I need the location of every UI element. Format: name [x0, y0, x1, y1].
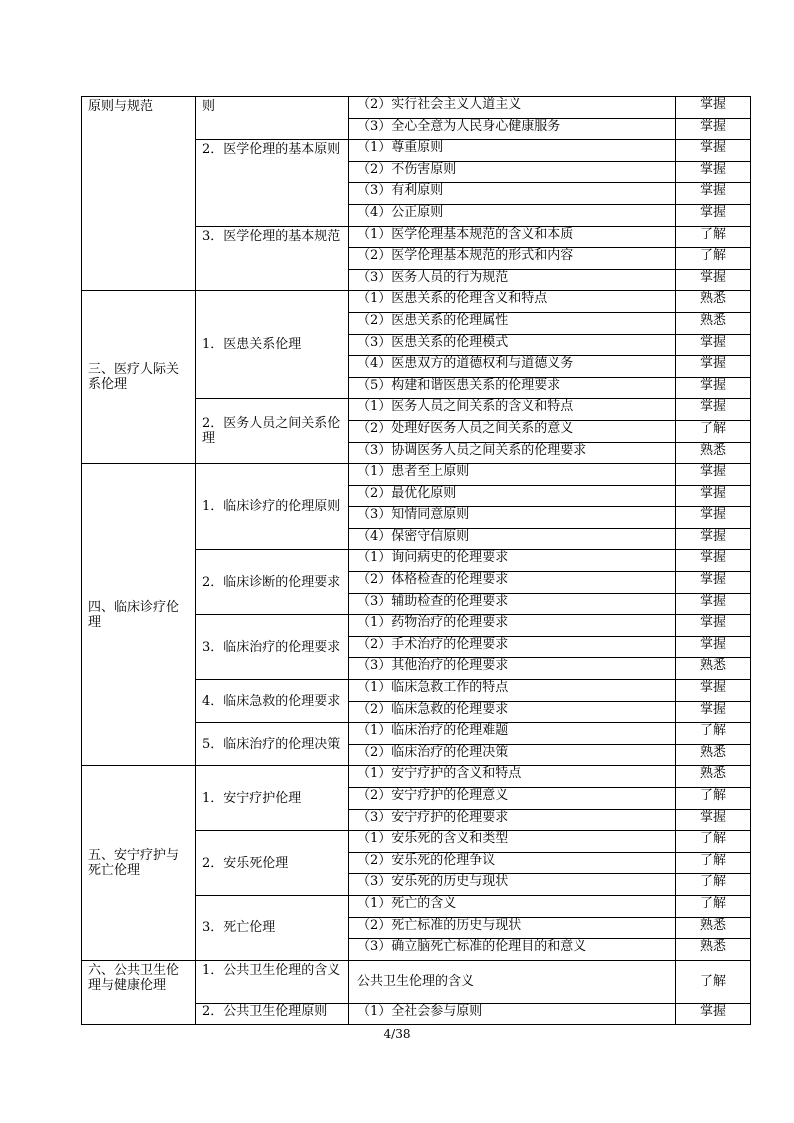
- requirement-cell: 掌握: [676, 680, 751, 702]
- topic-cell: 1．临床诊疗的伦理原则: [196, 464, 349, 550]
- requirement-cell: 掌握: [676, 528, 751, 550]
- item-cell: （3）协调医务人员之间关系的伦理要求: [349, 442, 676, 464]
- requirement-cell: 了解: [676, 960, 751, 1003]
- item-cell: （2）死亡标准的历史与现状: [349, 917, 676, 939]
- item-cell: （3）确立脑死亡标准的伦理目的和意义: [349, 939, 676, 961]
- requirement-cell: 掌握: [676, 572, 751, 594]
- item-cell: （2）医患关系的伦理属性: [349, 312, 676, 334]
- requirement-cell: 掌握: [676, 507, 751, 529]
- topic-cell: 2．安乐死伦理: [196, 831, 349, 896]
- item-cell: （2）最优化原则: [349, 485, 676, 507]
- item-cell: （1）医务人员之间关系的含义和特点: [349, 399, 676, 421]
- item-cell: （1）药物治疗的伦理要求: [349, 615, 676, 637]
- topic-cell: 3．临床治疗的伦理要求: [196, 615, 349, 680]
- requirement-cell: 掌握: [676, 399, 751, 421]
- requirement-cell: 掌握: [676, 204, 751, 226]
- item-cell: （3）辅助检查的伦理要求: [349, 593, 676, 615]
- requirement-cell: 熟悉: [676, 291, 751, 313]
- requirement-cell: 了解: [676, 874, 751, 896]
- requirement-cell: 熟悉: [676, 442, 751, 464]
- topic-cell: 2．医学伦理的基本原则: [196, 140, 349, 226]
- requirement-cell: 掌握: [676, 701, 751, 723]
- item-cell: （5）构建和谐医患关系的伦理要求: [349, 377, 676, 399]
- requirement-cell: 熟悉: [676, 917, 751, 939]
- topic-cell: 5．临床治疗的伦理决策: [196, 723, 349, 766]
- item-cell: （1）医患关系的伦理含义和特点: [349, 291, 676, 313]
- requirement-cell: 掌握: [676, 593, 751, 615]
- item-cell: （2）不伤害原则: [349, 161, 676, 183]
- item-cell: （3）安宁疗护的伦理要求: [349, 809, 676, 831]
- topic-cell: 2．临床诊断的伦理要求: [196, 550, 349, 615]
- table-row: [82, 464, 751, 486]
- requirement-cell: 掌握: [676, 334, 751, 356]
- item-cell: （3）有利原则: [349, 183, 676, 205]
- requirement-cell: 掌握: [676, 377, 751, 399]
- item-cell: 公共卫生伦理的含义: [349, 960, 676, 1003]
- item-cell: （1）死亡的含义: [349, 895, 676, 917]
- item-cell: （2）实行社会主义人道主义: [349, 97, 676, 119]
- item-cell: （1）安乐死的含义和类型: [349, 831, 676, 853]
- unit-cell: 六、公共卫生伦理与健康伦理: [82, 960, 196, 1025]
- item-cell: （4）公正原则: [349, 204, 676, 226]
- unit-cell: 五、安宁疗护与死亡伦理: [82, 766, 196, 960]
- item-cell: （1）尊重原则: [349, 140, 676, 162]
- item-cell: （1）医学伦理基本规范的含义和本质: [349, 226, 676, 248]
- requirement-cell: 了解: [676, 788, 751, 810]
- item-cell: （3）其他治疗的伦理要求: [349, 658, 676, 680]
- requirement-cell: 了解: [676, 831, 751, 853]
- item-cell: （3）安乐死的历史与现状: [349, 874, 676, 896]
- requirement-cell: 掌握: [676, 183, 751, 205]
- item-cell: （3）全心全意为人民身心健康服务: [349, 118, 676, 140]
- syllabus-table: [81, 96, 751, 1025]
- item-cell: （2）处理好医务人员之间关系的意义: [349, 420, 676, 442]
- page-number: 4/38: [383, 1027, 411, 1041]
- requirement-cell: 掌握: [676, 269, 751, 291]
- requirement-cell: 掌握: [676, 615, 751, 637]
- item-cell: （4）保密守信原则: [349, 528, 676, 550]
- requirement-cell: 掌握: [676, 97, 751, 119]
- topic-cell: 2．医务人员之间关系伦理: [196, 399, 349, 464]
- table-row: [82, 97, 751, 119]
- item-cell: （2）医学伦理基本规范的形式和内容: [349, 248, 676, 270]
- requirement-cell: 掌握: [676, 140, 751, 162]
- requirement-cell: 熟悉: [676, 658, 751, 680]
- item-cell: （1）患者至上原则: [349, 464, 676, 486]
- requirement-cell: 掌握: [676, 464, 751, 486]
- topic-cell: 则: [196, 97, 349, 140]
- requirement-cell: 掌握: [676, 809, 751, 831]
- topic-cell: 1．公共卫生伦理的含义: [196, 960, 349, 1003]
- requirement-cell: 了解: [676, 852, 751, 874]
- item-cell: （1）询问病史的伦理要求: [349, 550, 676, 572]
- requirement-cell: 掌握: [676, 118, 751, 140]
- item-cell: （1）临床治疗的伦理难题: [349, 723, 676, 745]
- item-cell: （1）临床急救工作的特点: [349, 680, 676, 702]
- item-cell: （2）安宁疗护的伦理意义: [349, 788, 676, 810]
- unit-cell: 原则与规范: [82, 97, 196, 291]
- item-cell: （2）安乐死的伦理争议: [349, 852, 676, 874]
- requirement-cell: 掌握: [676, 550, 751, 572]
- item-cell: （3）医务人员的行为规范: [349, 269, 676, 291]
- item-cell: （3）知情同意原则: [349, 507, 676, 529]
- topic-cell: 1．安宁疗护伦理: [196, 766, 349, 831]
- item-cell: （3）医患关系的伦理模式: [349, 334, 676, 356]
- requirement-cell: 掌握: [676, 636, 751, 658]
- topic-cell: 2．公共卫生伦理原则: [196, 1003, 349, 1025]
- item-cell: （1）全社会参与原则: [349, 1003, 676, 1025]
- unit-cell: 四、临床诊疗伦理: [82, 464, 196, 766]
- item-cell: （2）临床治疗的伦理决策: [349, 744, 676, 766]
- item-cell: （2）手术治疗的伦理要求: [349, 636, 676, 658]
- table-row: [82, 960, 751, 1003]
- requirement-cell: 熟悉: [676, 744, 751, 766]
- topic-cell: 3．死亡伦理: [196, 895, 349, 960]
- requirement-cell: 了解: [676, 248, 751, 270]
- topic-cell: 1．医患关系伦理: [196, 291, 349, 399]
- requirement-cell: 了解: [676, 420, 751, 442]
- requirement-cell: 了解: [676, 895, 751, 917]
- requirement-cell: 掌握: [676, 1003, 751, 1025]
- item-cell: （1）安宁疗护的含义和特点: [349, 766, 676, 788]
- item-cell: （2）体格检查的伦理要求: [349, 572, 676, 594]
- item-cell: （4）医患双方的道德权利与道德义务: [349, 356, 676, 378]
- requirement-cell: 掌握: [676, 485, 751, 507]
- requirement-cell: 掌握: [676, 161, 751, 183]
- requirement-cell: 熟悉: [676, 312, 751, 334]
- topic-cell: 4．临床急救的伦理要求: [196, 680, 349, 723]
- requirement-cell: 了解: [676, 723, 751, 745]
- topic-cell: 3．医学伦理的基本规范: [196, 226, 349, 291]
- table-row: [82, 766, 751, 788]
- table-row: [82, 291, 751, 313]
- requirement-cell: 了解: [676, 226, 751, 248]
- unit-cell: 三、医疗人际关系伦理: [82, 291, 196, 464]
- item-cell: （2）临床急救的伦理要求: [349, 701, 676, 723]
- requirement-cell: 熟悉: [676, 939, 751, 961]
- requirement-cell: 熟悉: [676, 766, 751, 788]
- requirement-cell: 掌握: [676, 356, 751, 378]
